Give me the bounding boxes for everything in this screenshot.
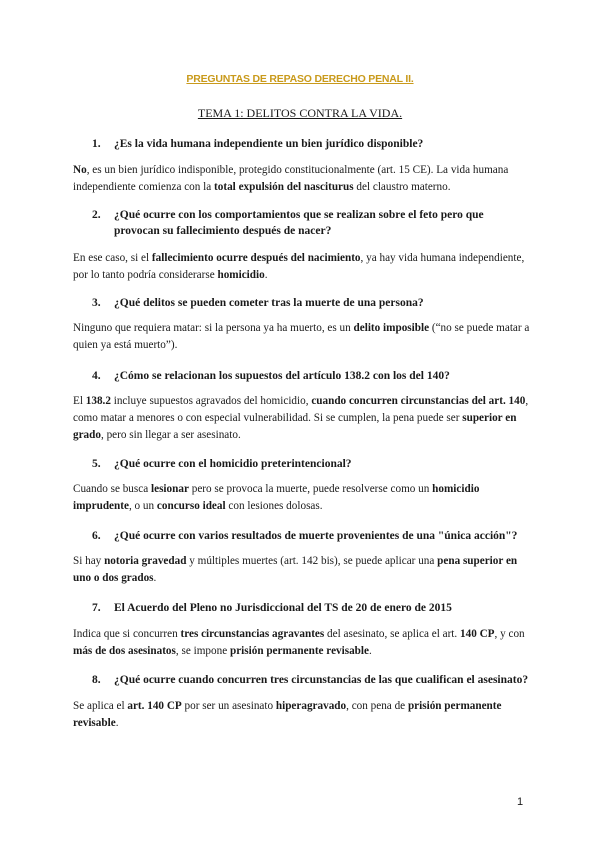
answer-bold: notoria gravedad — [104, 555, 187, 567]
page-number: 1 — [517, 796, 524, 808]
question-6 — [92, 528, 532, 544]
question-number: 7. — [92, 602, 101, 614]
answer-bold: delito imposible — [353, 322, 430, 334]
answer-text: , pero sin llegar a ser asesinato. — [100, 429, 241, 441]
answer-text: . — [115, 717, 119, 729]
answer-6 — [73, 553, 533, 587]
answer-text: , es un bien jurídico indisponible, protegido constitucionalmente (art. 15 CE). La vida humana independiente comienza con la — [73, 164, 509, 193]
answer-8 — [73, 698, 533, 732]
question-text: El Acuerdo del Pleno no Jurisdiccional del TS de 20 de enero de 2015 — [114, 602, 452, 614]
question-text: ¿Qué ocurre con los comportamientos que se realizan sobre el feto pero que provocan su fallecimiento después de nacer? — [114, 209, 484, 237]
answer-bold: pena superior en uno o dos grados — [73, 555, 518, 584]
question-7 — [92, 600, 532, 616]
question-2 — [92, 207, 532, 239]
answer-bold: cuando concurren circunstancias del art. 140 — [311, 395, 526, 407]
answer-text: , ya hay vida humana independiente, por lo tanto podría considerarse — [73, 252, 525, 281]
answer-bold: superior en grado — [73, 412, 517, 441]
answer-text: El — [73, 395, 86, 407]
answer-bold: homicidio — [217, 269, 265, 281]
answer-text: , como matar a menores o con especial vulnerabilidad. Si se cumplen, la pena puede ser — [73, 395, 529, 424]
document-title: PREGUNTAS DE REPASO DERECHO PENAL II. — [186, 73, 414, 85]
question-text: ¿Qué delitos se pueden cometer tras la muerte de una persona? — [114, 297, 424, 309]
question-8 — [92, 672, 532, 688]
question-4 — [92, 368, 532, 384]
answer-text: incluye supuestos agravados del homicidio, — [110, 395, 312, 407]
question-5 — [92, 456, 532, 472]
answer-text: En ese caso, si el — [73, 252, 152, 264]
answer-bold: total expulsión del nasciturus — [214, 181, 354, 193]
answer-bold: art. 140 CP — [127, 700, 182, 712]
answer-7 — [73, 626, 533, 660]
question-number: 6. — [92, 530, 101, 542]
answer-text: del claustro materno. — [353, 181, 451, 193]
answer-bold: 138.2 — [85, 395, 111, 407]
question-number: 1. — [92, 138, 101, 150]
question-text: ¿Qué ocurre cuando concurren tres circunstancias de las que cualifican el asesinato? — [114, 674, 529, 686]
answer-text: , y con — [494, 628, 525, 640]
answer-2 — [73, 250, 533, 284]
answer-5 — [73, 481, 533, 515]
answer-bold: prisión permanente revisable — [73, 700, 502, 729]
answer-4 — [73, 393, 533, 444]
answer-text: con lesiones dolosas. — [225, 500, 323, 512]
answer-text: . — [153, 572, 157, 584]
answer-bold: 140 CP — [460, 628, 495, 640]
question-text: ¿Qué ocurre con el homicidio preterintencional? — [114, 458, 352, 470]
answer-text: pero se provoca la muerte, puede resolverse como un — [188, 483, 433, 495]
question-text: ¿Es la vida humana independiente un bien jurídico disponible? — [114, 138, 424, 150]
answer-text: . — [368, 645, 372, 657]
answer-text: , o un — [128, 500, 157, 512]
answer-text: Se aplica el — [73, 700, 128, 712]
question-number: 4. — [92, 370, 101, 382]
answer-text: . — [264, 269, 268, 281]
answer-text: , se impone — [175, 645, 230, 657]
question-number: 2. — [92, 209, 101, 221]
answer-text: Si hay — [73, 555, 105, 567]
question-number: 5. — [92, 458, 101, 470]
answer-bold: homicidio imprudente — [73, 483, 480, 512]
answer-text: por ser un asesinato — [181, 700, 276, 712]
question-1 — [92, 136, 532, 152]
question-text: ¿Cómo se relacionan los supuestos del artículo 138.2 con los del 140? — [114, 370, 450, 382]
answer-text: Cuando se busca — [73, 483, 151, 495]
answer-3 — [73, 320, 533, 354]
question-text: ¿Qué ocurre con varios resultados de muerte provenientes de una "única acción"? — [114, 530, 518, 542]
answer-bold: lesionar — [151, 483, 189, 495]
answer-bold: concurso ideal — [156, 500, 226, 512]
answer-bold: hiperagravado — [275, 700, 347, 712]
answer-text: , con pena de — [346, 700, 408, 712]
answer-bold: No — [73, 164, 87, 176]
answer-text: Indica que si concurren — [73, 628, 181, 640]
answer-1 — [73, 162, 533, 196]
answer-bold: prisión permanente revisable — [229, 645, 369, 657]
question-3 — [92, 295, 532, 311]
answer-text: Ninguno que requiera matar: si la persona ya ha muerto, es un — [73, 322, 354, 334]
answer-text: del asesinato, se aplica el art. — [324, 628, 460, 640]
question-number: 3. — [92, 297, 101, 309]
answer-bold: fallecimiento ocurre después del nacimiento — [151, 252, 361, 264]
answer-bold: tres circunstancias agravantes — [180, 628, 325, 640]
section-title: TEMA 1: DELITOS CONTRA LA VIDA. — [197, 106, 403, 120]
answer-bold: más de dos asesinatos — [73, 645, 176, 657]
question-number: 8. — [92, 674, 101, 686]
answer-text: (“no se puede matar a quien ya está muerto”). — [73, 322, 530, 351]
answer-text: y múltiples muertes (art. 142 bis), se puede aplicar una — [186, 555, 438, 567]
